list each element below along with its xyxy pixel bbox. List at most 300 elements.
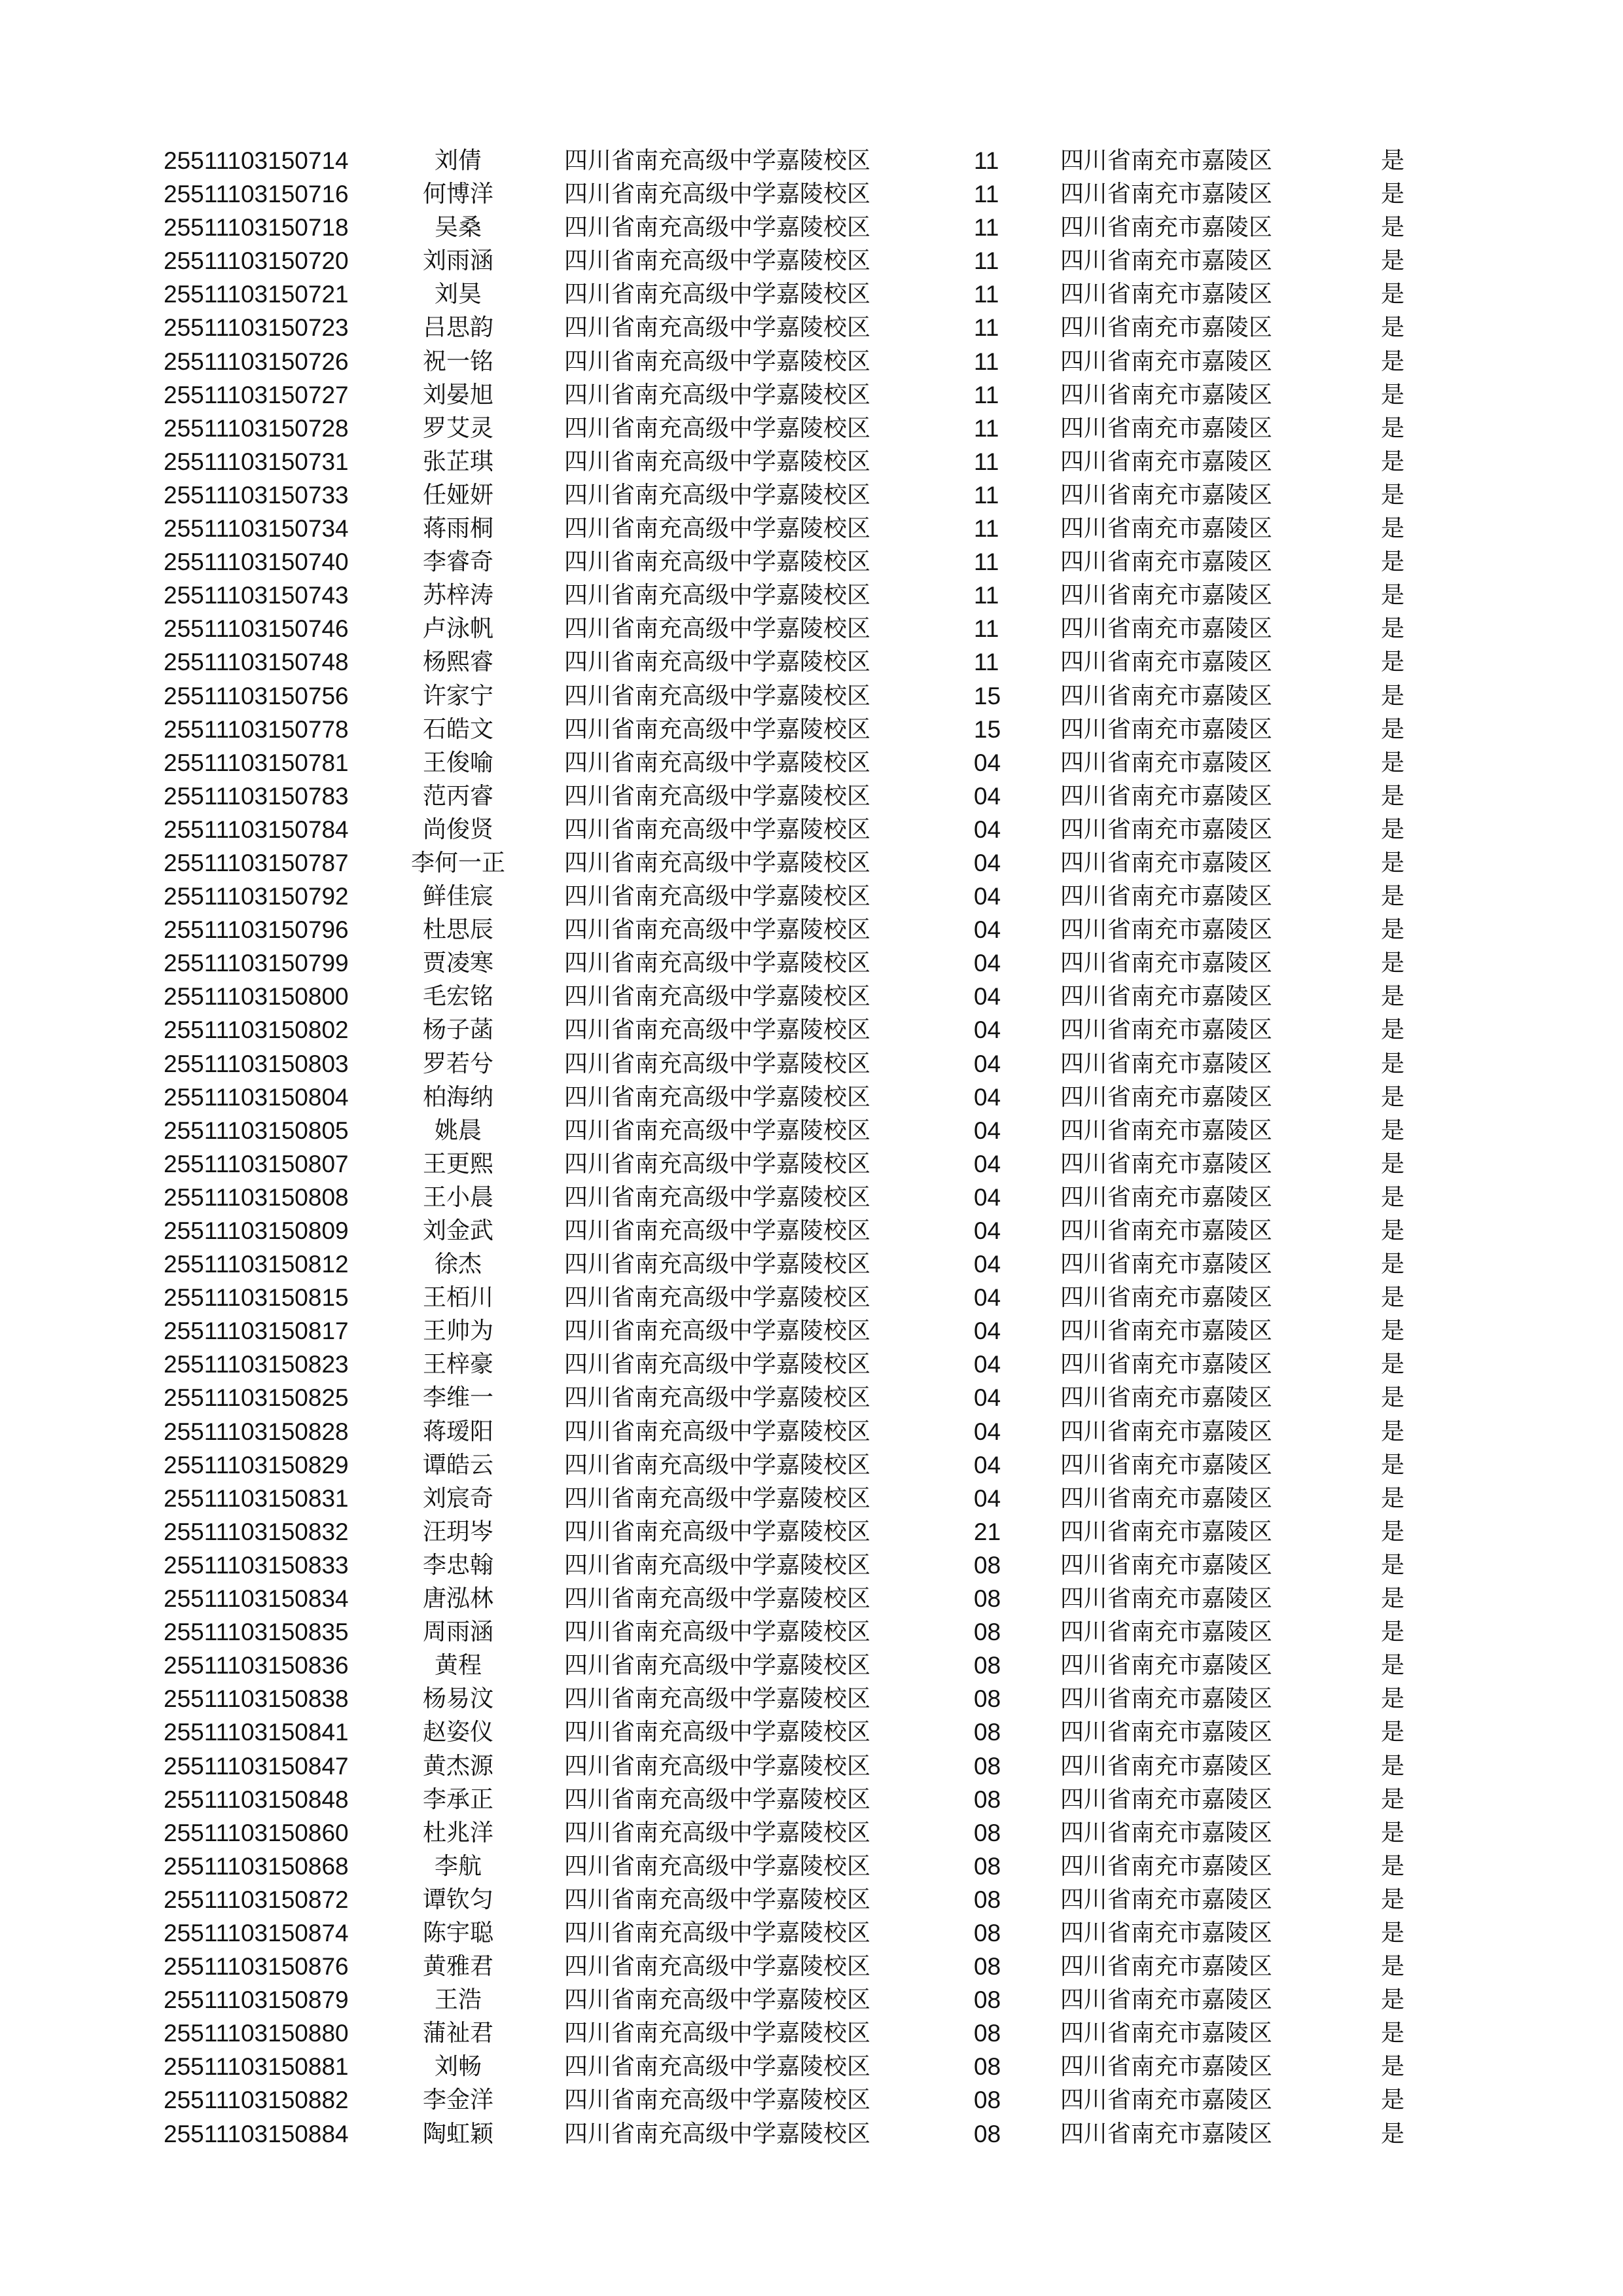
- table-row: [0, 2117, 1623, 2151]
- status-flag-cell: 是: [1381, 1619, 1405, 1646]
- student-name-cell: 姚晨: [434, 1117, 482, 1144]
- student-name-cell: 尚俊贤: [422, 816, 493, 843]
- school-name-cell: 四川省南充高级中学嘉陵校区: [564, 1183, 871, 1211]
- status-flag-cell: 是: [1381, 1451, 1405, 1479]
- school-name-cell: 四川省南充高级中学嘉陵校区: [564, 1953, 871, 1981]
- district-cell: 四川省南充市嘉陵区: [1060, 181, 1273, 208]
- student-name-cell: 汪玥岑: [422, 1518, 493, 1545]
- class-number-cell: 04: [974, 1050, 1001, 1077]
- district-cell: 四川省南充市嘉陵区: [1060, 916, 1273, 944]
- school-name-cell: 四川省南充高级中学嘉陵校区: [564, 1083, 871, 1111]
- student-name-cell: 毛宏铭: [422, 983, 493, 1011]
- class-number-cell: 11: [974, 448, 999, 475]
- student-name-cell: 祝一铭: [422, 348, 493, 375]
- class-number-cell: 04: [974, 1484, 1001, 1512]
- status-flag-cell: 是: [1381, 816, 1405, 843]
- district-cell: 四川省南充市嘉陵区: [1060, 214, 1273, 242]
- class-number-cell: 11: [974, 582, 999, 609]
- district-cell: 四川省南充市嘉陵区: [1060, 1351, 1273, 1378]
- table-row: [0, 780, 1623, 813]
- student-name-cell: 李何一正: [410, 849, 505, 876]
- table-row: [0, 1047, 1623, 1081]
- exam-number-cell: 25511103150828: [164, 1418, 349, 1445]
- status-flag-cell: 是: [1381, 1217, 1405, 1244]
- student-name-cell: 王梓豪: [422, 1351, 493, 1378]
- table-row: [0, 211, 1623, 244]
- table-row: [0, 980, 1623, 1013]
- school-name-cell: 四川省南充高级中学嘉陵校区: [564, 1652, 871, 1679]
- table-row: [0, 1983, 1623, 2017]
- exam-number-cell: 25511103150823: [164, 1351, 349, 1378]
- status-flag-cell: 是: [1381, 1752, 1405, 1780]
- district-cell: 四川省南充市嘉陵区: [1060, 381, 1273, 408]
- exam-number-cell: 25511103150784: [164, 816, 349, 843]
- exam-number-cell: 25511103150874: [164, 1919, 349, 1946]
- exam-number-cell: 25511103150721: [164, 281, 349, 308]
- table-row: [0, 579, 1623, 612]
- exam-number-cell: 25511103150833: [164, 1551, 349, 1579]
- class-number-cell: 11: [974, 481, 999, 509]
- status-flag-cell: 是: [1381, 1150, 1405, 1177]
- table-row: [0, 1649, 1623, 1682]
- table-row: [0, 713, 1623, 746]
- district-cell: 四川省南充市嘉陵区: [1060, 1518, 1273, 1545]
- status-flag-cell: 是: [1381, 1986, 1405, 2014]
- school-name-cell: 四川省南充高级中学嘉陵校区: [564, 782, 871, 810]
- district-cell: 四川省南充市嘉陵区: [1060, 1050, 1273, 1077]
- class-number-cell: 15: [974, 682, 1001, 709]
- district-cell: 四川省南充市嘉陵区: [1060, 1318, 1273, 1345]
- exam-number-cell: 25511103150787: [164, 849, 349, 876]
- status-flag-cell: 是: [1381, 1117, 1405, 1144]
- district-cell: 四川省南充市嘉陵区: [1060, 983, 1273, 1011]
- school-name-cell: 四川省南充高级中学嘉陵校区: [564, 1752, 871, 1780]
- table-row: [0, 244, 1623, 278]
- student-name-cell: 刘昊: [434, 281, 482, 308]
- table-row: [0, 345, 1623, 378]
- school-name-cell: 四川省南充高级中学嘉陵校区: [564, 1418, 871, 1445]
- class-number-cell: 08: [974, 1719, 1001, 1746]
- exam-number-cell: 25511103150831: [164, 1484, 349, 1512]
- district-cell: 四川省南充市嘉陵区: [1060, 1117, 1273, 1144]
- student-name-cell: 范丙睿: [422, 782, 493, 810]
- class-number-cell: 08: [974, 2120, 1001, 2147]
- status-flag-cell: 是: [1381, 615, 1405, 643]
- class-number-cell: 11: [974, 548, 999, 576]
- school-name-cell: 四川省南充高级中学嘉陵校区: [564, 1150, 871, 1177]
- class-number-cell: 08: [974, 2020, 1001, 2047]
- table-row: [0, 445, 1623, 478]
- status-flag-cell: 是: [1381, 682, 1405, 709]
- district-cell: 四川省南充市嘉陵区: [1060, 548, 1273, 576]
- district-cell: 四川省南充市嘉陵区: [1060, 883, 1273, 910]
- exam-number-cell: 25511103150805: [164, 1117, 349, 1144]
- student-name-cell: 刘畅: [434, 2053, 482, 2081]
- table-row: [0, 1515, 1623, 1549]
- district-cell: 四川省南充市嘉陵区: [1060, 2020, 1273, 2047]
- table-row: [0, 913, 1623, 946]
- student-name-cell: 许家宁: [422, 682, 493, 709]
- exam-number-cell: 25511103150876: [164, 1953, 349, 1981]
- district-cell: 四川省南充市嘉陵区: [1060, 1083, 1273, 1111]
- school-name-cell: 四川省南充高级中学嘉陵校区: [564, 481, 871, 509]
- student-name-cell: 李睿奇: [422, 548, 493, 576]
- student-name-cell: 刘倩: [434, 147, 482, 174]
- exam-number-cell: 25511103150720: [164, 247, 349, 275]
- class-number-cell: 08: [974, 1953, 1001, 1981]
- class-number-cell: 11: [974, 214, 999, 242]
- exam-number-cell: 25511103150792: [164, 883, 349, 910]
- school-name-cell: 四川省南充高级中学嘉陵校区: [564, 1484, 871, 1512]
- district-cell: 四川省南充市嘉陵区: [1060, 849, 1273, 876]
- exam-number-cell: 25511103150884: [164, 2120, 349, 2147]
- class-number-cell: 08: [974, 1919, 1001, 1946]
- school-name-cell: 四川省南充高级中学嘉陵校区: [564, 281, 871, 308]
- district-cell: 四川省南充市嘉陵区: [1060, 448, 1273, 475]
- exam-number-cell: 25511103150807: [164, 1150, 349, 1177]
- table-row: [0, 1147, 1623, 1181]
- district-cell: 四川省南充市嘉陵区: [1060, 1986, 1273, 2014]
- school-name-cell: 四川省南充高级中学嘉陵校区: [564, 348, 871, 375]
- district-cell: 四川省南充市嘉陵区: [1060, 816, 1273, 843]
- class-number-cell: 04: [974, 1016, 1001, 1044]
- district-cell: 四川省南充市嘉陵区: [1060, 1451, 1273, 1479]
- school-name-cell: 四川省南充高级中学嘉陵校区: [564, 1785, 871, 1813]
- district-cell: 四川省南充市嘉陵区: [1060, 1150, 1273, 1177]
- student-name-cell: 蒋瑷阳: [422, 1418, 493, 1445]
- exam-number-cell: 25511103150778: [164, 715, 349, 743]
- table-row: [0, 478, 1623, 512]
- school-name-cell: 四川省南充高级中学嘉陵校区: [564, 749, 871, 776]
- student-name-cell: 王帅为: [422, 1318, 493, 1345]
- exam-number-cell: 25511103150829: [164, 1451, 349, 1479]
- class-number-cell: 11: [974, 515, 999, 543]
- student-name-cell: 罗艾灵: [422, 414, 493, 442]
- status-flag-cell: 是: [1381, 1919, 1405, 1946]
- class-number-cell: 08: [974, 1986, 1001, 2014]
- class-number-cell: 04: [974, 1251, 1001, 1278]
- exam-number-cell: 25511103150734: [164, 515, 349, 543]
- table-row: [0, 813, 1623, 846]
- student-name-cell: 陈宇聪: [422, 1919, 493, 1946]
- student-name-cell: 刘宸奇: [422, 1484, 493, 1512]
- school-name-cell: 四川省南充高级中学嘉陵校区: [564, 515, 871, 543]
- student-name-cell: 唐泓林: [422, 1585, 493, 1613]
- class-number-cell: 08: [974, 1852, 1001, 1880]
- table-row: [0, 1482, 1623, 1515]
- status-flag-cell: 是: [1381, 348, 1405, 375]
- table-row: [0, 278, 1623, 311]
- school-name-cell: 四川省南充高级中学嘉陵校区: [564, 1384, 871, 1412]
- class-number-cell: 08: [974, 1551, 1001, 1579]
- student-name-cell: 王栢川: [422, 1284, 493, 1312]
- status-flag-cell: 是: [1381, 1083, 1405, 1111]
- table-row: [0, 645, 1623, 679]
- table-row: [0, 2017, 1623, 2050]
- table-row: [0, 378, 1623, 412]
- school-name-cell: 四川省南充高级中学嘉陵校区: [564, 314, 871, 342]
- status-flag-cell: 是: [1381, 582, 1405, 609]
- school-name-cell: 四川省南充高级中学嘉陵校区: [564, 1719, 871, 1746]
- school-name-cell: 四川省南充高级中学嘉陵校区: [564, 2053, 871, 2081]
- status-flag-cell: 是: [1381, 247, 1405, 275]
- student-name-cell: 刘晏旭: [422, 381, 493, 408]
- status-flag-cell: 是: [1381, 1719, 1405, 1746]
- status-flag-cell: 是: [1381, 314, 1405, 342]
- exam-number-cell: 25511103150860: [164, 1819, 349, 1846]
- class-number-cell: 11: [974, 181, 999, 208]
- exam-number-cell: 25511103150802: [164, 1016, 349, 1044]
- student-name-cell: 吴桑: [434, 214, 482, 242]
- student-name-cell: 李维一: [422, 1384, 493, 1412]
- school-name-cell: 四川省南充高级中学嘉陵校区: [564, 381, 871, 408]
- student-name-cell: 周雨涵: [422, 1619, 493, 1646]
- class-number-cell: 04: [974, 816, 1001, 843]
- table-row: [0, 1081, 1623, 1114]
- school-name-cell: 四川省南充高级中学嘉陵校区: [564, 1585, 871, 1613]
- status-flag-cell: 是: [1381, 2053, 1405, 2081]
- district-cell: 四川省南充市嘉陵区: [1060, 1752, 1273, 1780]
- class-number-cell: 08: [974, 1585, 1001, 1613]
- exam-number-cell: 25511103150728: [164, 414, 349, 442]
- status-flag-cell: 是: [1381, 414, 1405, 442]
- exam-number-cell: 25511103150817: [164, 1318, 349, 1345]
- exam-number-cell: 25511103150841: [164, 1719, 349, 1746]
- exam-number-cell: 25511103150740: [164, 548, 349, 576]
- district-cell: 四川省南充市嘉陵区: [1060, 1384, 1273, 1412]
- class-number-cell: 04: [974, 1083, 1001, 1111]
- school-name-cell: 四川省南充高级中学嘉陵校区: [564, 1451, 871, 1479]
- status-flag-cell: 是: [1381, 983, 1405, 1011]
- district-cell: 四川省南充市嘉陵区: [1060, 2087, 1273, 2114]
- district-cell: 四川省南充市嘉陵区: [1060, 515, 1273, 543]
- table-row: [0, 2083, 1623, 2117]
- status-flag-cell: 是: [1381, 147, 1405, 174]
- status-flag-cell: 是: [1381, 2020, 1405, 2047]
- exam-number-cell: 25511103150733: [164, 481, 349, 509]
- school-name-cell: 四川省南充高级中学嘉陵校区: [564, 147, 871, 174]
- district-cell: 四川省南充市嘉陵区: [1060, 2120, 1273, 2147]
- school-name-cell: 四川省南充高级中学嘉陵校区: [564, 448, 871, 475]
- status-flag-cell: 是: [1381, 1318, 1405, 1345]
- table-row: [0, 412, 1623, 445]
- student-name-cell: 王浩: [434, 1986, 482, 2014]
- exam-number-cell: 25511103150714: [164, 147, 349, 174]
- class-number-cell: 11: [974, 381, 999, 408]
- school-name-cell: 四川省南充高级中学嘉陵校区: [564, 1852, 871, 1880]
- table-row: [0, 880, 1623, 913]
- school-name-cell: 四川省南充高级中学嘉陵校区: [564, 1016, 871, 1044]
- school-name-cell: 四川省南充高级中学嘉陵校区: [564, 1551, 871, 1579]
- district-cell: 四川省南充市嘉陵区: [1060, 715, 1273, 743]
- student-name-cell: 石皓文: [422, 715, 493, 743]
- class-number-cell: 11: [974, 615, 999, 643]
- status-flag-cell: 是: [1381, 1953, 1405, 1981]
- status-flag-cell: 是: [1381, 1484, 1405, 1512]
- school-name-cell: 四川省南充高级中学嘉陵校区: [564, 1117, 871, 1144]
- student-name-cell: 杨熙睿: [422, 649, 493, 676]
- district-cell: 四川省南充市嘉陵区: [1060, 1217, 1273, 1244]
- class-number-cell: 04: [974, 1117, 1001, 1144]
- district-cell: 四川省南充市嘉陵区: [1060, 1619, 1273, 1646]
- table-row: [0, 1549, 1623, 1582]
- student-name-cell: 黄雅君: [422, 1953, 493, 1981]
- district-cell: 四川省南充市嘉陵区: [1060, 1852, 1273, 1880]
- status-flag-cell: 是: [1381, 1886, 1405, 1913]
- status-flag-cell: 是: [1381, 950, 1405, 977]
- exam-number-cell: 25511103150847: [164, 1752, 349, 1780]
- status-flag-cell: 是: [1381, 1284, 1405, 1312]
- student-name-cell: 谭皓云: [422, 1451, 493, 1479]
- status-flag-cell: 是: [1381, 1652, 1405, 1679]
- status-flag-cell: 是: [1381, 515, 1405, 543]
- table-row: [0, 1247, 1623, 1281]
- class-number-cell: 11: [974, 314, 999, 342]
- district-cell: 四川省南充市嘉陵区: [1060, 749, 1273, 776]
- student-name-cell: 蒲祉君: [422, 2020, 493, 2047]
- table-row: [0, 1950, 1623, 1983]
- school-name-cell: 四川省南充高级中学嘉陵校区: [564, 1685, 871, 1713]
- table-row: [0, 746, 1623, 780]
- class-number-cell: 04: [974, 1318, 1001, 1345]
- school-name-cell: 四川省南充高级中学嘉陵校区: [564, 582, 871, 609]
- table-row: [0, 545, 1623, 579]
- student-name-cell: 任娅妍: [422, 481, 493, 509]
- school-name-cell: 四川省南充高级中学嘉陵校区: [564, 2120, 871, 2147]
- status-flag-cell: 是: [1381, 883, 1405, 910]
- status-flag-cell: 是: [1381, 181, 1405, 208]
- district-cell: 四川省南充市嘉陵区: [1060, 1016, 1273, 1044]
- exam-number-cell: 25511103150731: [164, 448, 349, 475]
- table-row: [0, 1381, 1623, 1414]
- district-cell: 四川省南充市嘉陵区: [1060, 682, 1273, 709]
- school-name-cell: 四川省南充高级中学嘉陵校区: [564, 1619, 871, 1646]
- school-name-cell: 四川省南充高级中学嘉陵校区: [564, 816, 871, 843]
- exam-number-cell: 25511103150882: [164, 2087, 349, 2114]
- exam-number-cell: 25511103150838: [164, 1685, 349, 1713]
- exam-number-cell: 25511103150804: [164, 1083, 349, 1111]
- district-cell: 四川省南充市嘉陵区: [1060, 348, 1273, 375]
- class-number-cell: 08: [974, 1886, 1001, 1913]
- district-cell: 四川省南充市嘉陵区: [1060, 1251, 1273, 1278]
- exam-number-cell: 25511103150832: [164, 1518, 349, 1545]
- school-name-cell: 四川省南充高级中学嘉陵校区: [564, 1217, 871, 1244]
- exam-number-cell: 25511103150834: [164, 1585, 349, 1613]
- table-row: [0, 1816, 1623, 1850]
- status-flag-cell: 是: [1381, 448, 1405, 475]
- status-flag-cell: 是: [1381, 1251, 1405, 1278]
- class-number-cell: 04: [974, 1217, 1001, 1244]
- district-cell: 四川省南充市嘉陵区: [1060, 1284, 1273, 1312]
- student-name-cell: 刘金武: [422, 1217, 493, 1244]
- class-number-cell: 04: [974, 849, 1001, 876]
- exam-number-cell: 25511103150808: [164, 1183, 349, 1211]
- class-number-cell: 04: [974, 1451, 1001, 1479]
- school-name-cell: 四川省南充高级中学嘉陵校区: [564, 1318, 871, 1345]
- school-name-cell: 四川省南充高级中学嘉陵校区: [564, 649, 871, 676]
- school-name-cell: 四川省南充高级中学嘉陵校区: [564, 682, 871, 709]
- status-flag-cell: 是: [1381, 1685, 1405, 1713]
- district-cell: 四川省南充市嘉陵区: [1060, 1585, 1273, 1613]
- student-name-cell: 贾凌寒: [422, 950, 493, 977]
- class-number-cell: 08: [974, 2053, 1001, 2081]
- exam-number-cell: 25511103150799: [164, 950, 349, 977]
- school-name-cell: 四川省南充高级中学嘉陵校区: [564, 615, 871, 643]
- status-flag-cell: 是: [1381, 782, 1405, 810]
- district-cell: 四川省南充市嘉陵区: [1060, 1785, 1273, 1813]
- exam-number-cell: 25511103150726: [164, 348, 349, 375]
- status-flag-cell: 是: [1381, 1852, 1405, 1880]
- table-row: [0, 1682, 1623, 1715]
- table-row: [0, 1783, 1623, 1816]
- table-row: [0, 846, 1623, 880]
- student-name-cell: 李忠翰: [422, 1551, 493, 1579]
- status-flag-cell: 是: [1381, 281, 1405, 308]
- table-row: [0, 2050, 1623, 2083]
- table-row: [0, 1916, 1623, 1950]
- school-name-cell: 四川省南充高级中学嘉陵校区: [564, 548, 871, 576]
- student-name-cell: 谭钦匀: [422, 1886, 493, 1913]
- school-name-cell: 四川省南充高级中学嘉陵校区: [564, 1919, 871, 1946]
- exam-number-cell: 25511103150881: [164, 2053, 349, 2081]
- student-name-cell: 杜思辰: [422, 916, 493, 944]
- table-row: [0, 177, 1623, 211]
- class-number-cell: 11: [974, 247, 999, 275]
- status-flag-cell: 是: [1381, 548, 1405, 576]
- class-number-cell: 21: [974, 1518, 1001, 1545]
- class-number-cell: 04: [974, 950, 1001, 977]
- exam-number-cell: 25511103150868: [164, 1852, 349, 1880]
- status-flag-cell: 是: [1381, 1785, 1405, 1813]
- student-name-cell: 徐杰: [434, 1251, 482, 1278]
- district-cell: 四川省南充市嘉陵区: [1060, 782, 1273, 810]
- student-name-cell: 黄杰源: [422, 1752, 493, 1780]
- status-flag-cell: 是: [1381, 916, 1405, 944]
- table-row: [0, 612, 1623, 645]
- district-cell: 四川省南充市嘉陵区: [1060, 2053, 1273, 2081]
- table-row: [0, 1749, 1623, 1783]
- class-number-cell: 04: [974, 1150, 1001, 1177]
- status-flag-cell: 是: [1381, 1585, 1405, 1613]
- district-cell: 四川省南充市嘉陵区: [1060, 582, 1273, 609]
- district-cell: 四川省南充市嘉陵区: [1060, 247, 1273, 275]
- exam-number-cell: 25511103150809: [164, 1217, 349, 1244]
- status-flag-cell: 是: [1381, 2087, 1405, 2114]
- table-row: [0, 512, 1623, 545]
- table-row: [0, 1181, 1623, 1214]
- district-cell: 四川省南充市嘉陵区: [1060, 481, 1273, 509]
- student-name-cell: 张芷琪: [422, 448, 493, 475]
- class-number-cell: 11: [974, 649, 999, 676]
- table-row: [0, 1214, 1623, 1247]
- student-name-cell: 柏海纳: [422, 1083, 493, 1111]
- status-flag-cell: 是: [1381, 481, 1405, 509]
- status-flag-cell: 是: [1381, 849, 1405, 876]
- exam-number-cell: 25511103150756: [164, 682, 349, 709]
- school-name-cell: 四川省南充高级中学嘉陵校区: [564, 214, 871, 242]
- exam-number-cell: 25511103150803: [164, 1050, 349, 1077]
- school-name-cell: 四川省南充高级中学嘉陵校区: [564, 1050, 871, 1077]
- student-name-cell: 杜兆洋: [422, 1819, 493, 1846]
- student-name-cell: 陶虹颖: [422, 2120, 493, 2147]
- student-name-cell: 苏梓涛: [422, 582, 493, 609]
- table-row: [0, 1348, 1623, 1381]
- table-row: [0, 1448, 1623, 1482]
- class-number-cell: 11: [974, 281, 999, 308]
- exam-number-cell: 25511103150825: [164, 1384, 349, 1412]
- class-number-cell: 08: [974, 1752, 1001, 1780]
- student-name-cell: 赵姿仪: [422, 1719, 493, 1746]
